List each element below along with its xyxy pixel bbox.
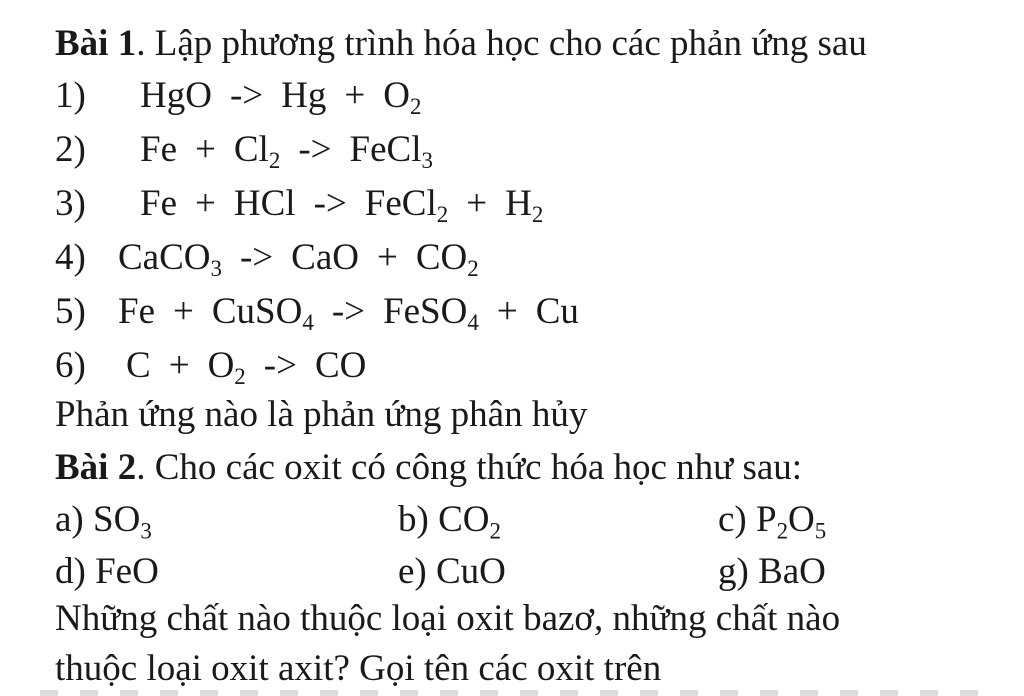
chemical-formula: $Cl_2$ — [233, 129, 281, 174]
plus-sign: + — [466, 183, 488, 224]
formula-subscript: 3 — [140, 518, 152, 544]
equation-formula — [118, 291, 597, 336]
oxide-item — [398, 553, 506, 590]
reaction-arrow: -> — [313, 183, 347, 224]
plus-sign: + — [168, 345, 190, 386]
bai1-heading — [55, 25, 867, 62]
oxide-item — [55, 499, 152, 544]
equation-number: 2) — [55, 129, 86, 170]
bai2-question-line1: Những chất nào thuộc loại oxit bazơ, những chất nào — [55, 598, 841, 639]
equation-number: 5) — [55, 291, 86, 332]
chemical-formula: CaCO$_3$ — [118, 237, 222, 282]
reaction-arrow: -> — [263, 345, 297, 386]
oxide-label: c) — [718, 499, 756, 540]
oxide-formula: $SO_3$ — [93, 499, 152, 544]
equation-formula — [118, 237, 497, 282]
chemical-formula: $H_2$ — [505, 183, 544, 228]
chemical-formula: FeSO$_4$ — [383, 291, 479, 336]
oxide-label: b) — [398, 499, 439, 540]
bai1-title-text: . Lập phương trình hóa học cho các phản ứng sau — [136, 23, 867, 64]
plus-sign: + — [377, 237, 398, 278]
plus-sign: + — [195, 129, 216, 170]
oxide-formula: $P_2O_5$ — [756, 499, 827, 544]
cropped-next-line — [40, 690, 980, 696]
formula-subscript: 5 — [814, 518, 827, 544]
formula-subscript: 2 — [489, 518, 501, 544]
chemical-formula: HCl — [233, 183, 296, 224]
chemical-formula: $O_2$ — [383, 75, 422, 120]
formula-subscript: 2 — [776, 518, 789, 544]
plus-sign: + — [173, 291, 194, 332]
oxide-label: a) — [55, 499, 93, 540]
bai1-question: Phản ứng nào là phản ứng phân hủy — [55, 394, 588, 435]
chemical-formula: Hg — [281, 75, 327, 116]
bai2-title-text: . Cho các oxit có công thức hóa học như sau: — [136, 447, 803, 488]
chemical-formula: Fe — [140, 129, 177, 170]
equation-formula — [140, 75, 439, 120]
chemical-formula: Fe — [118, 291, 155, 332]
reaction-arrow: -> — [229, 75, 264, 116]
chemical-formula: FeCl$_2$ — [364, 183, 449, 228]
plus-sign: + — [496, 291, 518, 332]
equation-formula — [140, 129, 451, 174]
chemical-formula: C — [126, 345, 151, 386]
chemical-formula: $CO_2$ — [415, 237, 479, 282]
chemical-formula: Cu — [535, 291, 579, 332]
oxide-label: d) — [55, 551, 96, 592]
equation-number: 4) — [55, 237, 86, 278]
oxide-label: e) — [398, 551, 436, 592]
oxide-formula: $CO_2$ — [438, 499, 501, 544]
chemical-formula: Fe — [140, 183, 177, 224]
chemical-formula: CaO — [291, 237, 359, 278]
reaction-arrow: -> — [331, 291, 366, 332]
oxide-formula: CuO — [436, 551, 506, 592]
equation-number: 6) — [55, 345, 86, 386]
plus-sign: + — [195, 183, 216, 224]
chemical-formula: HgO — [140, 75, 212, 116]
reaction-arrow: -> — [298, 129, 332, 170]
oxide-formula: BaO — [758, 551, 826, 592]
equation-number: 3) — [55, 183, 86, 224]
plus-sign: + — [344, 75, 366, 116]
bai2-heading — [55, 449, 802, 486]
oxide-formula: FeO — [95, 551, 159, 592]
oxide-label: g) — [718, 551, 759, 592]
reaction-arrow: -> — [239, 237, 274, 278]
bai2-question-line2: thuộc loại oxit axit? Gọi tên các oxit trên — [55, 648, 662, 689]
equation-formula — [140, 183, 561, 228]
chemical-formula: CO — [314, 345, 367, 386]
equation-formula — [126, 345, 384, 390]
oxide-item — [718, 499, 827, 544]
chemical-formula: FeCl$_3$ — [349, 129, 433, 174]
oxide-item — [398, 499, 501, 544]
bai1-title-bold: Bài 1 — [55, 23, 137, 64]
bai2-title-bold: Bài 2 — [55, 447, 137, 488]
equation-number: 1) — [55, 75, 86, 116]
oxide-item — [718, 553, 826, 590]
oxide-item — [55, 553, 159, 590]
chemical-formula: $O_2$ — [207, 345, 246, 390]
chemical-formula: CuSO$_4$ — [211, 291, 314, 336]
